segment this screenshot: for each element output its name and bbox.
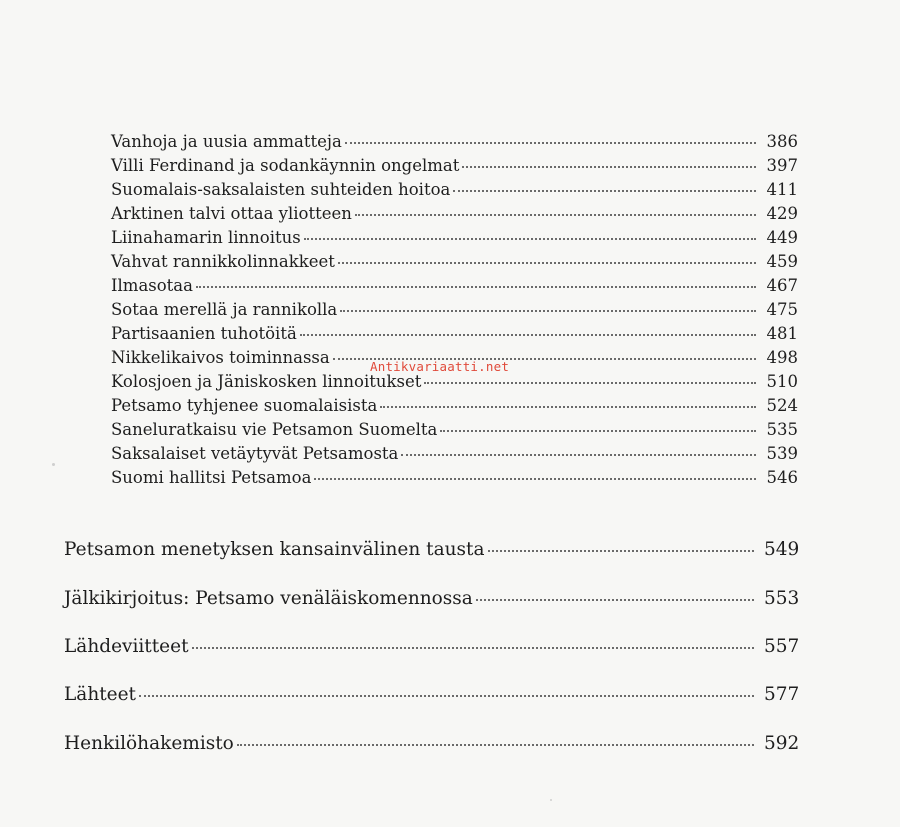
dot-leader: [355, 214, 756, 216]
toc-entry-title: Arktinen talvi ottaa yliotteen: [111, 204, 352, 223]
toc-entry-title: Saksalaiset vetäytyvät Petsamosta: [111, 444, 399, 463]
dot-leader: [488, 550, 754, 552]
toc-entry-page: 429: [766, 204, 798, 223]
dot-leader: [192, 647, 754, 649]
toc-chapter-entry[interactable]: [64, 684, 798, 714]
toc-entry-title: Sotaa merellä ja rannikolla: [111, 300, 338, 319]
toc-entry[interactable]: [111, 396, 798, 420]
toc-entry-page: 459: [766, 252, 798, 271]
toc-entry-page: 498: [766, 348, 798, 367]
paper-speck: [52, 463, 55, 466]
toc-chapter-entry[interactable]: [64, 588, 798, 618]
toc-entry-title: Vanhoja ja uusia ammatteja: [111, 132, 342, 151]
toc-entry-page: 449: [766, 228, 798, 247]
toc-chapter-entry[interactable]: [64, 733, 798, 763]
toc-entry[interactable]: [111, 420, 798, 444]
toc-chapter-title: Lähdeviitteet: [64, 636, 189, 657]
paper-speck: [550, 799, 552, 801]
toc-entry-page: 481: [766, 324, 798, 343]
toc-entry-page: 539: [766, 444, 798, 463]
toc-chapter-title: Jälkikirjoitus: Petsamo venäläiskomennossa: [64, 588, 473, 609]
toc-entry[interactable]: [111, 180, 798, 204]
toc-entry[interactable]: [111, 300, 798, 324]
toc-chapter-page: 592: [764, 733, 800, 754]
toc-entry-page: 386: [766, 132, 798, 151]
dot-leader: [476, 599, 754, 601]
dot-leader: [440, 430, 756, 432]
toc-entry[interactable]: [111, 228, 798, 252]
toc-entry-page: 546: [766, 468, 798, 487]
dot-leader: [338, 262, 756, 264]
toc-chapter-page: 557: [764, 636, 800, 657]
toc-chapter-page: 577: [764, 684, 800, 705]
toc-entry-title: Saneluratkaisu vie Petsamon Suomelta: [111, 420, 438, 439]
dot-leader: [340, 310, 756, 312]
dot-leader: [314, 478, 756, 480]
toc-chapter-page: 549: [764, 539, 800, 560]
toc-entry-title: Kolosjoen ja Jäniskosken linnoitukset: [111, 372, 422, 391]
toc-entry-title: Suomi hallitsi Petsamoa: [111, 468, 312, 487]
toc-entry-title: Vahvat rannikkolinnakkeet: [111, 252, 335, 271]
dot-leader: [401, 454, 756, 456]
dot-leader: [237, 744, 754, 746]
toc-entry-page: 524: [766, 396, 798, 415]
toc-entry-title: Nikkelikaivos toiminnassa: [111, 348, 330, 367]
toc-entry-title: Ilmasotaa: [111, 276, 193, 295]
toc-entry[interactable]: [111, 372, 798, 396]
toc-chapter-title: Henkilöhakemisto: [64, 733, 234, 754]
toc-entry-page: 467: [766, 276, 798, 295]
toc-entry-title: Suomalais-saksalaisten suhteiden hoitoa: [111, 180, 451, 199]
toc-chapter-entry[interactable]: [64, 539, 798, 569]
toc-entry[interactable]: [111, 132, 798, 156]
toc-entry[interactable]: [111, 156, 798, 180]
dot-leader: [300, 334, 756, 336]
dot-leader: [380, 406, 756, 408]
toc-entry-page: 411: [766, 180, 798, 199]
dot-leader: [462, 166, 756, 168]
dot-leader: [424, 382, 756, 384]
toc-entry[interactable]: [111, 252, 798, 276]
watermark-text: Antikvariaatti.net: [370, 359, 510, 374]
toc-entry-page: 397: [766, 156, 798, 175]
toc-entry[interactable]: [111, 204, 798, 228]
dot-leader: [196, 286, 756, 288]
toc-entry[interactable]: [111, 468, 798, 492]
toc-entry-page: 535: [766, 420, 798, 439]
toc-entry-title: Petsamo tyhjenee suomalaisista: [111, 396, 378, 415]
toc-chapter-entry[interactable]: [64, 636, 798, 666]
toc-entry[interactable]: [111, 276, 798, 300]
dot-leader: [453, 190, 756, 192]
toc-entry[interactable]: [111, 444, 798, 468]
toc-chapter-title: Lähteet: [64, 684, 136, 705]
toc-entry-title: Villi Ferdinand ja sodankäynnin ongelmat: [111, 156, 460, 175]
dot-leader: [139, 695, 754, 697]
toc-chapter-title: Petsamon menetyksen kansainvälinen tausta: [64, 539, 485, 560]
toc-entry[interactable]: [111, 324, 798, 348]
toc-entry-page: 475: [766, 300, 798, 319]
dot-leader: [304, 238, 756, 240]
dot-leader: [345, 142, 756, 144]
toc-entry-title: Partisaanien tuhotöitä: [111, 324, 297, 343]
toc-chapter-page: 553: [764, 588, 800, 609]
toc-entry-title: Liinahamarin linnoitus: [111, 228, 301, 247]
toc-entry-page: 510: [766, 372, 798, 391]
